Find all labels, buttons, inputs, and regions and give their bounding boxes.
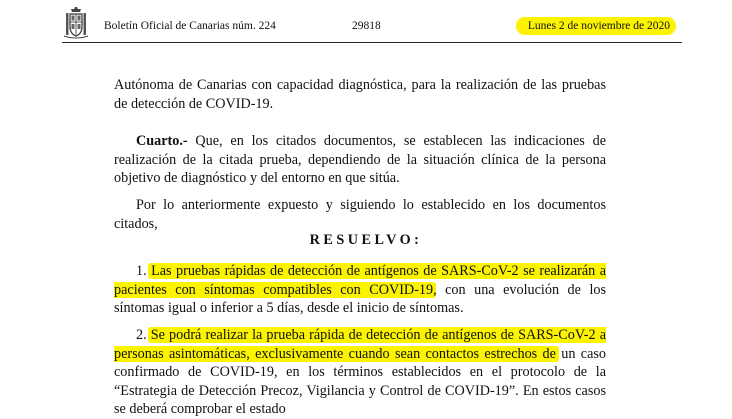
- publication-date: [512, 16, 682, 36]
- page-header: [62, 6, 682, 42]
- cuarto-text: Que, en los citados documentos, se establecen las indicaciones de realización de la citada prueba, dependiendo de la situación clínica de la persona objetivo de diagnóstico y del entorno en que sitúa.: [114, 133, 606, 186]
- paragraph-expuesto: Por lo anteriormente expuesto y siguiendo lo establecido en los documentos citados,: [114, 197, 606, 232]
- resolution-item-1: [114, 262, 606, 318]
- resolution-item-2: [114, 326, 606, 419]
- header-divider: [62, 42, 682, 43]
- item-2-number: 2.: [136, 327, 151, 343]
- coat-of-arms-icon: [62, 6, 90, 40]
- paragraph-cuarto: [114, 132, 606, 188]
- item-1-text: , con una evolución de los síntomas igual o inferior a 5 días, desde el inicio de síntomas.: [114, 281, 606, 316]
- paragraph-continuation: Autónoma de Canarias con capacidad diagnóstica, para la realización de las pruebas de detección de COVID-19.: [114, 77, 606, 112]
- item-2-text: un caso confirmado de COVID-19, en los términos establecidos en el protocolo de la “Estrategia de Detección Precoz, Vigilancia y Control de COVID-19”. En estos casos se deberá comprobar el estado: [114, 345, 606, 417]
- cuarto-label: Cuarto.-: [136, 133, 188, 149]
- journal-name: Boletín Oficial de Canarias núm. 224: [104, 20, 276, 32]
- item-1-highlight: Las pruebas rápidas de detección de antígenos de SARS-CoV-2 se realizarán a pacientes con síntomas compatibles con COVID-19: [114, 263, 606, 298]
- item-2-highlight: Se podrá realizar la prueba rápida de detección de antígenos de SARS-CoV-2 a personas asintomáticas, exclusivamente cuando sean contactos estrechos de: [114, 327, 607, 362]
- resuelvo-heading: RESUELVO:: [309, 232, 423, 248]
- page-number: 29818: [352, 20, 381, 32]
- item-1-number: 1.: [136, 263, 152, 279]
- date-highlight: Lunes 2 de noviembre de 2020: [516, 17, 676, 35]
